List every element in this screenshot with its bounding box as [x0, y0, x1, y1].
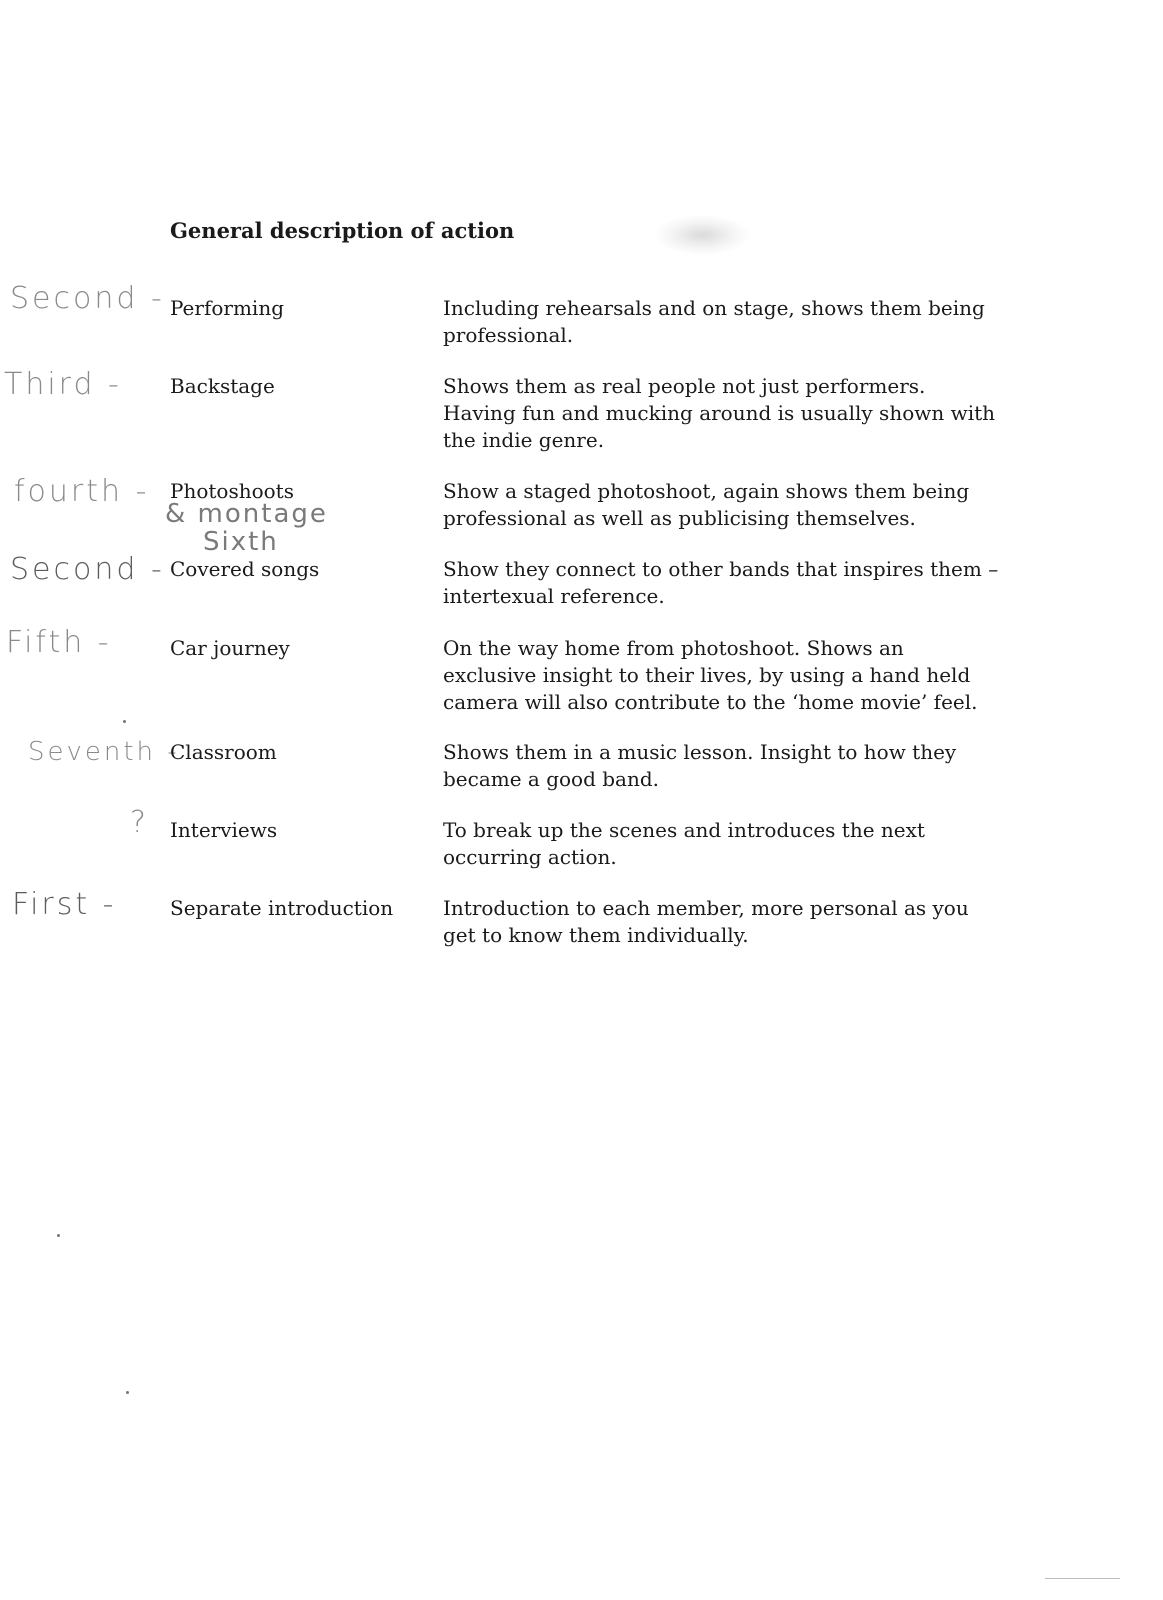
action-description: Show a staged photoshoot, again shows them being professional as well as publicising themselves.	[443, 479, 970, 530]
action-description: Shows them in a music lesson. Insight to how they became a good band.	[443, 740, 957, 791]
action-name: Covered songs	[170, 557, 320, 581]
handwritten-order-note: Seventh -	[28, 737, 180, 767]
handwritten-order-note: First -	[12, 887, 117, 922]
ink-smudge	[655, 215, 750, 255]
stray-mark	[57, 1234, 60, 1237]
action-description: Introduction to each member, more personal as you get to know them individually.	[443, 896, 969, 947]
handwritten-order-note: ?	[130, 805, 149, 840]
handwritten-order-note: Third -	[4, 367, 122, 402]
action-description: On the way home from photoshoot. Shows an exclusive insight to their lives, by using a hand held camera will also contribute to the ‘home movie’ feel.	[443, 636, 978, 714]
montage-note-line: Sixth	[203, 527, 279, 557]
action-name: Backstage	[170, 374, 275, 398]
stray-mark	[126, 1391, 129, 1394]
handwritten-order-note: Second -	[10, 281, 165, 316]
action-description: To break up the scenes and introduces the next occurring action.	[443, 818, 925, 869]
action-name: Photoshoots	[170, 479, 294, 503]
corner-mark	[1045, 1578, 1120, 1579]
montage-note-line: & montage	[165, 499, 328, 529]
action-name: Performing	[170, 296, 285, 320]
stray-mark	[123, 720, 126, 723]
action-name: Interviews	[170, 818, 278, 842]
action-name: Classroom	[170, 740, 277, 764]
handwritten-order-note: fourth -	[14, 474, 150, 509]
action-description: Show they connect to other bands that inspires them – intertexual reference.	[443, 557, 999, 608]
handwritten-order-note: Second -	[10, 552, 165, 587]
document-heading: General description of action	[170, 218, 515, 243]
action-name: Car journey	[170, 636, 290, 660]
action-description: Shows them as real people not just performers. Having fun and mucking around is usually shown with the indie genre.	[443, 374, 996, 452]
handwritten-montage-note	[165, 500, 328, 556]
action-description: Including rehearsals and on stage, shows them being professional.	[443, 296, 985, 347]
handwritten-order-note: Fifth -	[6, 625, 112, 660]
action-name: Separate introduction	[170, 896, 394, 920]
